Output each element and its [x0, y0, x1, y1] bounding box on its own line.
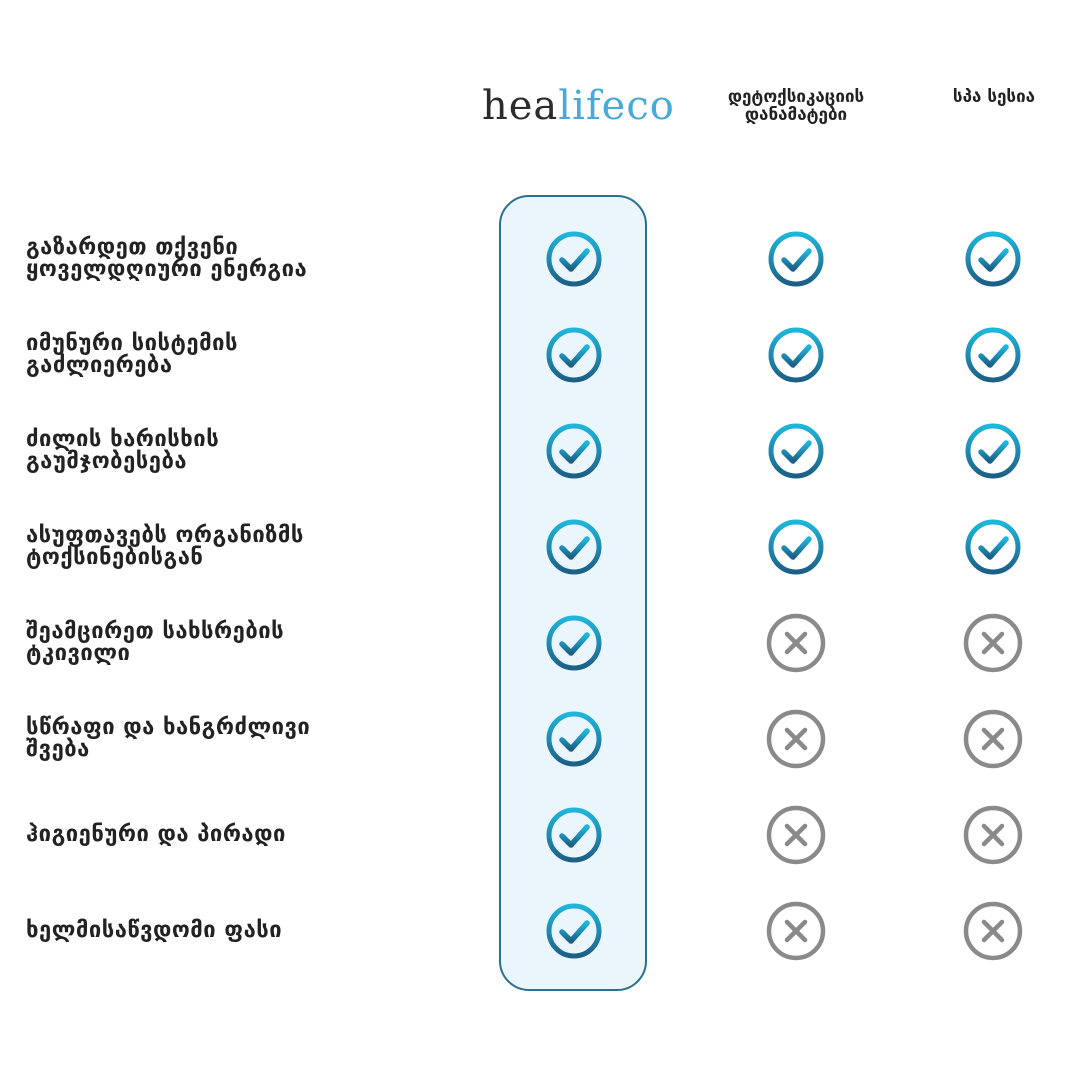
- check-circle-icon: [544, 709, 604, 769]
- brand-text-accent: lifeco: [558, 83, 675, 129]
- benefit-label: ასუფთავებს ორგანიზმს ტოქსინებისგან: [26, 523, 304, 570]
- check-circle-icon: [544, 901, 604, 961]
- x-circle-icon: [963, 901, 1023, 961]
- comparison-row: [0, 595, 1080, 691]
- check-circle-icon: [766, 421, 826, 481]
- benefit-label: ჰიგიენური და პირადი: [26, 822, 286, 847]
- check-circle-icon: [544, 613, 604, 673]
- column-header-spa: სპა სესია: [952, 87, 1036, 107]
- comparison-row: [0, 883, 1080, 979]
- check-circle-icon: [766, 517, 826, 577]
- comparison-row: [0, 403, 1080, 499]
- x-circle-icon: [766, 805, 826, 865]
- x-circle-icon: [766, 613, 826, 673]
- benefit-label: შეამცირეთ სახსრების ტკივილი: [26, 619, 285, 666]
- benefit-label: გაზარდეთ თქვენი ყოველდღიური ენერგია: [26, 235, 308, 282]
- x-circle-icon: [766, 901, 826, 961]
- x-circle-icon: [963, 613, 1023, 673]
- comparison-row: [0, 211, 1080, 307]
- comparison-row: [0, 307, 1080, 403]
- comparison-row: [0, 787, 1080, 883]
- x-circle-icon: [963, 805, 1023, 865]
- x-circle-icon: [963, 709, 1023, 769]
- check-circle-icon: [963, 325, 1023, 385]
- check-circle-icon: [766, 325, 826, 385]
- benefit-label: ხელმისაწვდომი ფასი: [26, 918, 283, 943]
- check-circle-icon: [963, 421, 1023, 481]
- check-circle-icon: [544, 805, 604, 865]
- benefit-label: იმუნური სისტემის გაძლიერება: [26, 331, 239, 378]
- comparison-row: [0, 499, 1080, 595]
- check-circle-icon: [963, 517, 1023, 577]
- x-circle-icon: [766, 709, 826, 769]
- benefit-label: სწრაფი და ხანგრძლივი შვება: [26, 715, 311, 762]
- brand-text-dark: hea: [482, 83, 559, 129]
- check-circle-icon: [544, 517, 604, 577]
- benefit-label: ძილის ხარისხის გაუმჯობესება: [26, 427, 220, 474]
- check-circle-icon: [544, 229, 604, 289]
- comparison-row: [0, 691, 1080, 787]
- healifeco-logo: [482, 80, 675, 132]
- check-circle-icon: [544, 325, 604, 385]
- check-circle-icon: [963, 229, 1023, 289]
- check-circle-icon: [544, 421, 604, 481]
- check-circle-icon: [766, 229, 826, 289]
- column-header-detox: დეტოქსიკაციის დანამატები: [727, 87, 865, 125]
